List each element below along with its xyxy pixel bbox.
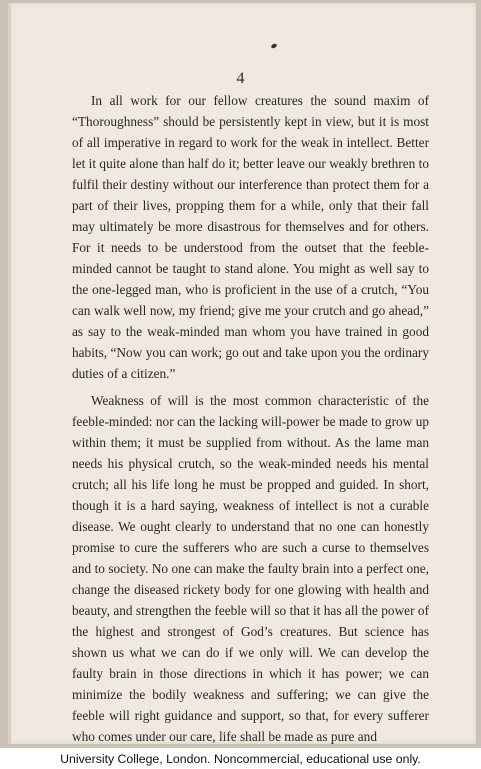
page-number: 4: [236, 70, 245, 87]
archive-credit-footer: University College, London. Noncommercial, educational use only.: [0, 749, 481, 769]
paragraph-weakness-of-will: Weakness of will is the most common characteristic of the feeble-minded: nor can the lacking will-power be made to grow up within them; it must be supplied from without. As the lame man needs his physical crutch, so the weak-minded needs his mental crutch; all his life long he must be propped and guided. In short, though it is a hard saying, weakness of intellect is not a curable disease. We ought clearly to understand that no one can honestly promise to cure the sufferers who are such a curse to themselves and to society. No one can make the faulty brain into a perfect one, change the diseased rickety body for one glowing with health and beauty, and strengthen the feeble will so that it has all the power of the highest and strongest of God’s creatures. But science has shown us what we can do if we only will. We can develop the faulty brain in those directions in which it has power; we can minimize the bodily weakness and suffering; we can give the feeble will right guidance and support, so that, for every sufferer who comes under our care, life shall be made as pure and: [72, 393, 429, 744]
paragraph-thoroughness: In all work for our fellow creatures the sound maxim of “Thoroughness” should be persistently kept in view, but it is most of all imperative in regard to work for the weak in intellect. Better let it quite alone than half do it; better leave our weakly brethren to fulfil their destiny without our interference than protect them for a part of their lives, propping them for a while, only that their fall may ultimately be more disastrous for themselves and for others. For it needs to be understood from the outset that the feeble-minded cannot be taught to stand alone. You might as well say to the one-legged man, who is proficient in the use of a crutch, “You can walk well now, my friend; give me your crutch and go ahead,” as say to the weak-minded man whom you have trained in good habits, “Now you can work; go out and take upon you the ordinary duties of a citizen.”: [72, 93, 429, 381]
body-text: [72, 90, 429, 753]
page-edge-shadow: [8, 3, 11, 744]
